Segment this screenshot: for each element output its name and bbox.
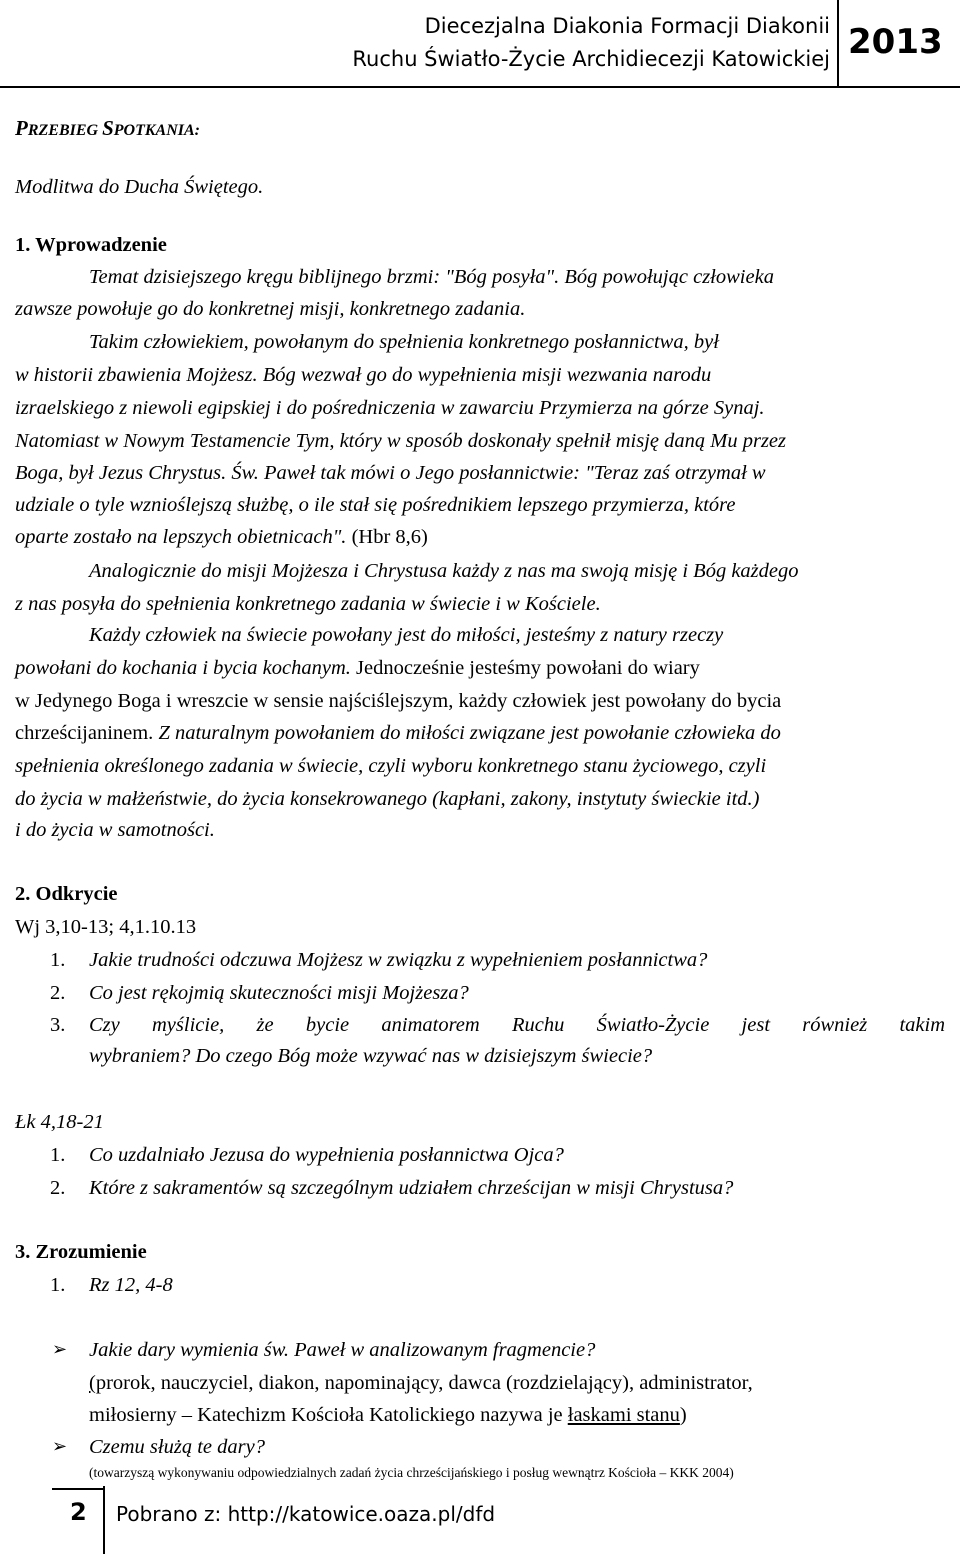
page-footer	[0, 1486, 960, 1554]
discovery-heading: 2. Odkrycie	[15, 883, 118, 905]
scripture-reference: Rz 12, 4-8	[89, 1274, 173, 1296]
intro-line: izraelskiego z niewoli egipskiej i do pośredniczenia w zawarciu Przymierza na górze Synaj.	[15, 397, 765, 419]
question-number: 1.	[50, 949, 66, 971]
intro-line-text: Z naturalnym powołaniem do miłości związane jest powołanie człowieka do	[153, 722, 781, 744]
intro-line-text: powołani do kochania i bycia kochanym.	[15, 657, 351, 679]
scripture-reference: (Hbr 8,6)	[346, 526, 428, 548]
question-number: 2.	[50, 1177, 66, 1199]
intro-line	[15, 522, 428, 552]
bullet-question: Jakie dary wymienia św. Paweł w analizowanym fragmencie?	[89, 1339, 596, 1361]
question-number: 2.	[50, 982, 66, 1004]
intro-line-text: Jednocześnie jesteśmy powołani do wiary	[350, 657, 700, 679]
answer-note: (towarzyszą wykonywaniu odpowiedzialnych zadań życia chrześcijańskiego i posług wewnątrz Kościoła – KKK 2004)	[89, 1465, 734, 1480]
meeting-heading	[15, 113, 200, 146]
answer-close-paren: )	[679, 1404, 687, 1426]
question-text: Które z sakramentów są szczególnym udziałem chrześcijan w misji Chrystusa?	[89, 1177, 734, 1199]
heading-rest-1: RZEBIEG	[27, 122, 103, 139]
footer-source: Pobrano z: http://katowice.oaza.pl/dfd	[116, 1502, 496, 1526]
intro-line: Natomiast w Nowym Testamencie Tym, który w sposób doskonały spełnił misję daną Mu przez	[15, 430, 787, 452]
intro-line-text: oparte zostało na lepszych obietnicach".	[15, 526, 347, 548]
page-header	[0, 0, 960, 92]
intro-heading: 1. Wprowadzenie	[15, 234, 167, 256]
intro-line: do życia w małżeństwie, do życia konsekrowanego (kapłani, zakony, instytuty świeckie itd.)	[15, 788, 760, 810]
heading-rest-2: POTKANIA:	[113, 122, 200, 139]
item-number: 1.	[50, 1274, 66, 1296]
intro-line: w Jedynego Boga i wreszcie w sensie najściślejszym, każdy człowiek jest powołany do bycia	[15, 690, 782, 712]
header-organization	[262, 10, 830, 76]
heading-initial-2: S	[102, 116, 114, 140]
header-org-line2: Ruchu Światło-Życie Archidiecezji Katowickiej	[352, 47, 830, 71]
question-number: 3.	[50, 1014, 66, 1036]
answer-open-paren: (	[89, 1372, 96, 1394]
intro-line: i do życia w samotności.	[15, 819, 215, 841]
intro-line: Boga, był Jezus Chrystus. Św. Paweł tak mówi o Jego posłannictwie: "Teraz zaś otrzymał w	[15, 462, 766, 484]
answer-line	[89, 1368, 753, 1398]
intro-line: Analogicznie do misji Mojżesza i Chrystusa każdy z nas ma swoją misję i Bóg każdego	[89, 560, 799, 582]
answer-line	[89, 1400, 687, 1430]
question-text: Czy myślicie, że bycie animatorem Ruchu Światło-Życie jest również takim	[89, 1014, 945, 1036]
bullet-question: Czemu służą te dary?	[89, 1436, 265, 1458]
intro-line-text: chrześcijaninem.	[15, 722, 154, 744]
opening-prayer: Modlitwa do Ducha Świętego.	[15, 176, 264, 198]
intro-line: w historii zbawienia Mojżesz. Bóg wezwał go do wypełnienia misji wezwania narodu	[15, 364, 712, 386]
question-text: Jakie trudności odczuwa Mojżesz w związku z wypełnieniem posłannictwa?	[89, 949, 708, 971]
footer-divider-vertical	[103, 1486, 105, 1554]
heading-initial-1: P	[15, 116, 28, 140]
underlined-term: łaskami stanu	[567, 1404, 680, 1426]
question-text: Co uzdalniało Jezusa do wypełnienia posłannictwa Ojca?	[89, 1144, 564, 1166]
question-number: 1.	[50, 1144, 66, 1166]
page-number: 2	[70, 1498, 87, 1526]
intro-line: z nas posyła do spełnienia konkretnego zadania w świecie i w Kościele.	[15, 593, 601, 615]
intro-line: zawsze powołuje go do konkretnej misji, konkretnego zadania.	[15, 298, 526, 320]
answer-text: prorok, nauczyciel, diakon, napominający, dawca (rozdzielający), administrator,	[95, 1372, 753, 1394]
scripture-reference: Łk 4,18-21	[15, 1111, 104, 1133]
header-org-line1: Diecezjalna Diakonia Formacji Diakonii	[424, 14, 830, 38]
question-text: Co jest rękojmią skuteczności misji Mojżesza?	[89, 982, 469, 1004]
arrow-bullet-icon: ➢	[52, 1339, 68, 1360]
arrow-bullet-icon: ➢	[52, 1436, 68, 1457]
answer-text: miłosierny – Katechizm Kościoła Katolickiego nazywa je	[89, 1404, 568, 1426]
intro-line: Każdy człowiek na świecie powołany jest do miłości, jesteśmy z natury rzeczy	[89, 624, 724, 646]
intro-line: spełnienia określonego zadania w świecie, czyli wyboru konkretnego stanu życiowego, czyli	[15, 755, 767, 777]
intro-line: Temat dzisiejszego kręgu biblijnego brzmi: "Bóg posyła". Bóg powołując człowieka	[89, 266, 774, 288]
intro-line: udziale o tyle wznioślejszą służbę, o ile stał się pośrednikiem lepszego przymierza, które	[15, 494, 736, 516]
header-divider-horizontal	[0, 86, 960, 88]
header-divider-vertical	[837, 0, 839, 88]
header-year: 2013	[848, 22, 943, 62]
understanding-heading: 3. Zrozumienie	[15, 1241, 147, 1263]
intro-line: Takim człowiekiem, powołanym do spełnienia konkretnego posłannictwa, był	[89, 331, 719, 353]
scripture-reference: Wj 3,10-13; 4,1.10.13	[15, 916, 197, 938]
intro-line	[15, 653, 700, 683]
intro-line	[15, 718, 781, 748]
footer-divider-horizontal	[52, 1488, 104, 1490]
question-text-continued: wybraniem? Do czego Bóg może wzywać nas w dzisiejszym świecie?	[89, 1045, 653, 1067]
